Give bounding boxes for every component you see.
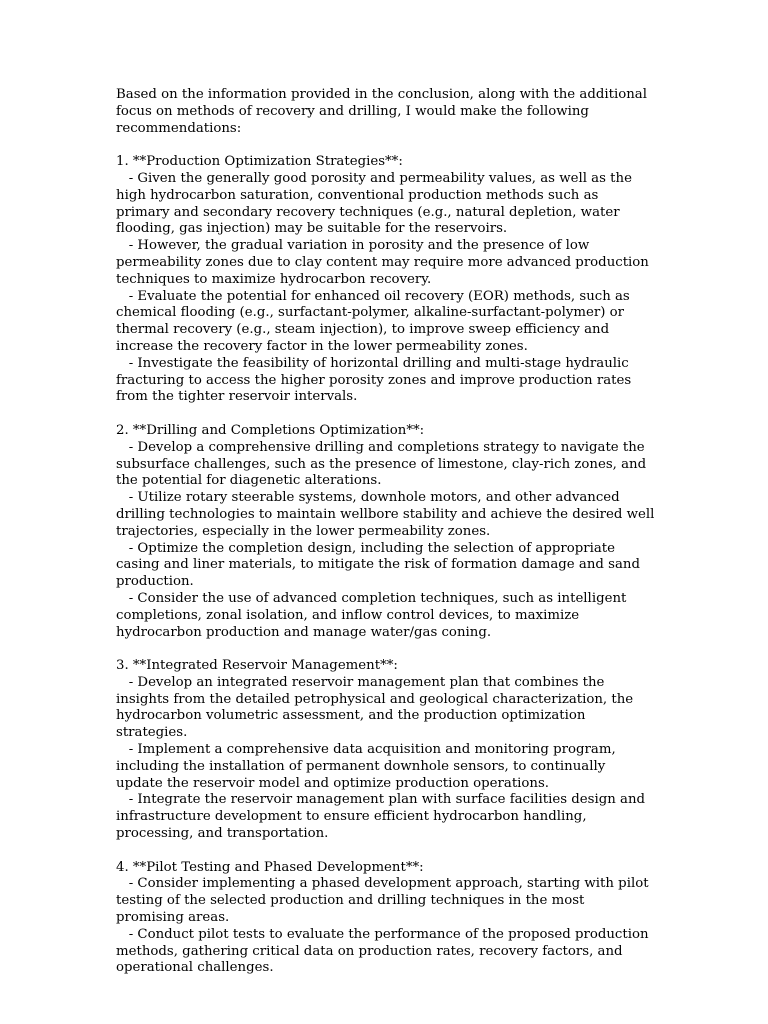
bullet-item: - Consider the use of advanced completion techniques, such as intelligent completions, zonal isolation, and inflow control devices, to maximize hydrocarbon production and manage water/gas coning. <box>116 590 631 640</box>
section-heading: 1. **Production Optimization Strategies**: <box>116 154 403 170</box>
section-heading: 2. **Drilling and Completions Optimization**: <box>116 422 425 438</box>
spacer <box>116 137 656 154</box>
section-heading: 3. **Integrated Reservoir Management**: <box>116 658 398 674</box>
section-heading: 4. **Pilot Testing and Phased Development**: <box>116 859 424 875</box>
bullet-item: - Evaluate the potential for enhanced oil recovery (EOR) methods, such as chemical flooding (e.g., surfactant-polymer, alkaline-surfactant-polymer) or thermal recovery (e.g., steam injection), to improve sweep efficiency and increase the recovery factor in the lower permeability zones. <box>116 288 634 354</box>
bullet-item: - However, the gradual variation in porosity and the presence of low permeability zones due to clay content may require more advanced production techniques to maximize hydrocarbon recovery. <box>116 238 654 287</box>
spacer <box>116 843 656 860</box>
bullet-item: - Optimize the completion design, including the selection of appropriate casing and liner materials, to mitigate the risk of formation damage and sand production. <box>116 540 645 590</box>
bullet-item: - Consider implementing a phased development approach, starting with pilot testing of the selected production and drilling techniques in the most promising areas. <box>116 876 653 926</box>
bullet-item: - Given the generally good porosity and permeability values, as well as the high hydrocarbon saturation, conventional production methods such as primary and secondary recovery techniques (e.g., natural depletion, water flooding, gas injection) may be suitable for the reservoirs. <box>116 170 637 237</box>
section-integrated-reservoir <box>116 658 656 843</box>
section-drilling-completions <box>116 422 659 641</box>
bullet-item: - Conduct pilot tests to evaluate the performance of the proposed production methods, gathering critical data on production rates, recovery factors, and operational challenges. <box>116 926 653 976</box>
section-pilot-testing <box>116 860 656 978</box>
intro-paragraph: Based on the information provided in the conclusion, along with the additional focus on methods of recovery and drilling, I would make the following recommendations: <box>116 87 652 136</box>
section-production-optimization <box>116 154 656 406</box>
spacer <box>116 406 656 423</box>
bullet-item: - Develop an integrated reservoir management plan that combines the insights from the detailed petrophysical and geological characterization, the hydrocarbon volumetric assessment, and the production optimization strategies. <box>116 674 638 741</box>
spacer <box>116 641 656 658</box>
bullet-item: - Utilize rotary steerable systems, downhole motors, and other advanced drilling technologies to maintain wellbore stability and achieve the desired well trajectories, especially in the lower permeability zones. <box>116 490 659 539</box>
document-page <box>116 87 659 977</box>
bullet-item: - Implement a comprehensive data acquisition and monitoring program, including the installation of permanent downhole sensors, to continually update the reservoir model and optimize production operations. <box>116 742 620 791</box>
bullet-item: - Investigate the feasibility of horizontal drilling and multi-stage hydraulic fracturing to access the higher porosity zones and improve production rates from the tighter reservoir intervals. <box>116 355 636 405</box>
bullet-item: - Integrate the reservoir management plan with surface facilities design and infrastructure development to ensure efficient hydrocarbon handling, processing, and transportation. <box>116 792 650 842</box>
bullet-item: - Develop a comprehensive drilling and completions strategy to navigate the subsurface challenges, such as the presence of limestone, clay-rich zones, and the potential for diagenetic alterations. <box>116 439 651 489</box>
